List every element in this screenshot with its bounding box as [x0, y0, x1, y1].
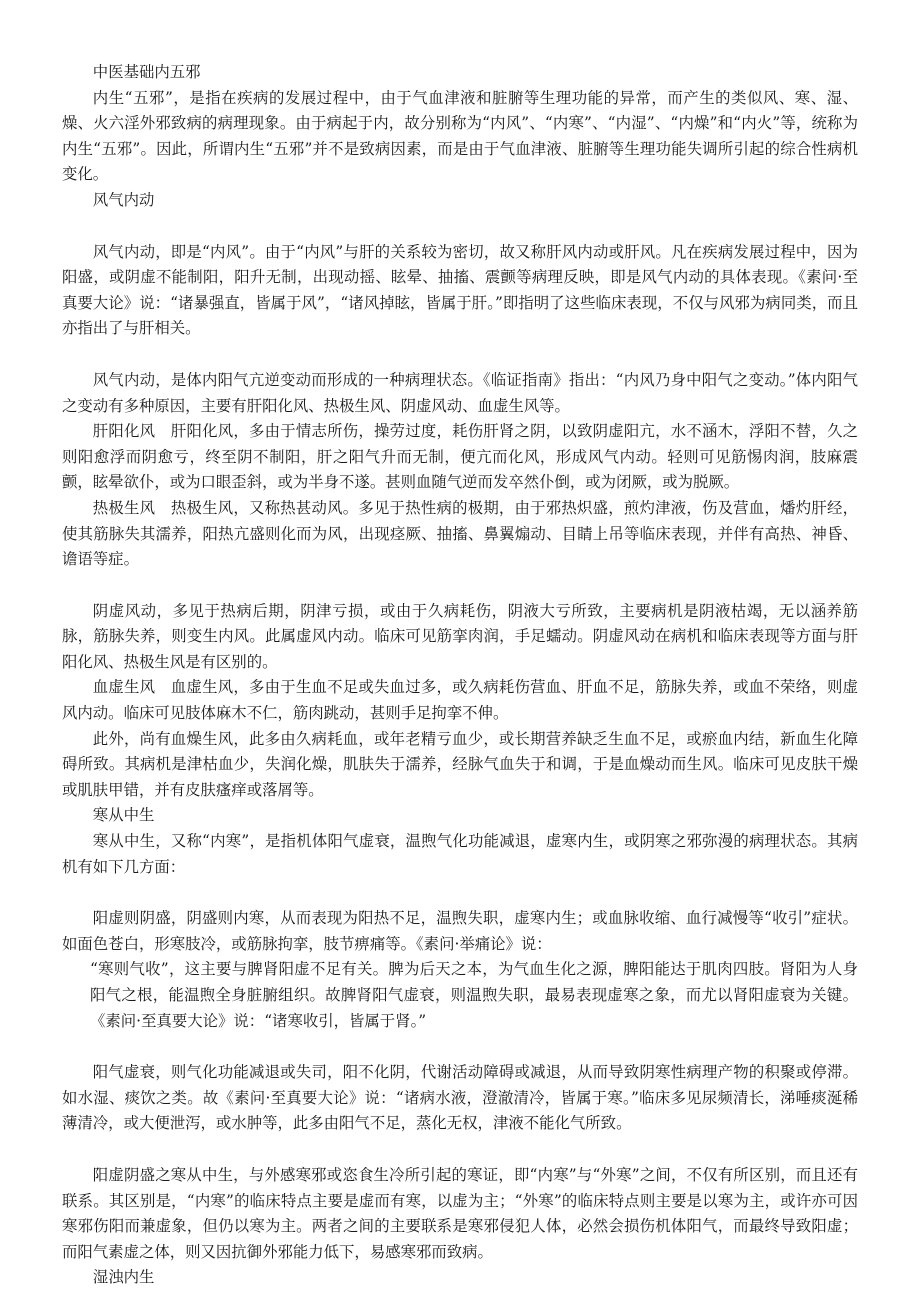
blank-line	[62, 214, 858, 240]
section-heading: 寒从中生	[92, 806, 155, 825]
paragraph: 风气内动，是体内阳气亢逆变动而形成的一种病理状态。《临证指南》指出：“内风乃身中阳气之变动。”体内阳气之变动有多种原因，主要有肝阳化风、热极生风、阴虚风动、血虚生风等。	[62, 370, 858, 415]
paragraph: 阴虚风动，多见于热病后期，阴津亏损，或由于久病耗伤，阴液大亏所致，主要病机是阴液枯竭，无以涵养筋脉，筋脉失养，则变生内风。此属虚风内动。临床可见筋挛肉润，手足蠕动。阴虚风动在病机和临床表现等方面与肝阳化风、热极生风是有区别的。	[62, 601, 858, 671]
paragraph: 阳虚则阴盛，阴盛则内寒，从而表现为阳热不足，温煦失职，虚寒内生；或血脉收缩、血行减慢等“收引”症状。如面色苍白，形寒肢冷，或筋脉拘挛，肢节痹痛等。《素问·举痛论》说：	[62, 909, 858, 953]
paragraph: “寒则气收”，这主要与脾肾阳虚不足有关。脾为后天之本，为气血生化之源，脾阳能达于肌肉四肢。肾阳为人身阳气之根，能温煦全身脏腑组织。故脾肾阳气虚衰，则温煦失职，最易表现虚寒之象，而尤以肾阳虚衰为关键。《素问·至真要大论》说：“诸寒收引，皆属于肾。”	[90, 960, 858, 1030]
paragraph: 寒从中生，又称“内寒”，是指机体阳气虚衰，温煦气化功能减退，虚寒内生，或阴寒之邪弥漫的病理状态。其病机有如下几方面：	[62, 832, 858, 876]
paragraph: 热极生风 热极生风，又称热甚动风。多见于热性病的极期，由于邪热炽盛，煎灼津液，伤及营血，燔灼肝经，使其筋脉失其濡养，阳热亢盛则化而为风，出现痉厥、抽搐、鼻翼煽动、目睛上吊等临床表现，并伴有高热、神昏、谵语等症。	[62, 498, 858, 569]
paragraph: 阳虚阴盛之寒从中生，与外感寒邪或恣食生冷所引起的寒证，即“内寒”与“外寒”之间，不仅有所区别，而且还有联系。其区别是，“内寒”的临床特点主要是虚而有寒，以虚为主；“外寒”的临床特点则主要是以寒为主，或许亦可因寒邪伤阳而兼虚象，但仍以寒为主。两者之间的主要联系是寒邪侵犯人体，必然会损伤机体阳气，而最终导致阳虚；而阳气素虚之体，则又因抗御外邪能力低下，易感寒邪而致病。	[62, 1165, 858, 1261]
blank-line	[62, 342, 858, 368]
paragraph: 风气内动，即是“内风”。由于“内风”与肝的关系较为密切，故又称肝风内动或肝风。凡在疾病发展过程中，因为阳盛，或阴虚不能制阳，阳升无制，出现动摇、眩晕、抽搐、震颤等病理反映，即是风气内动的具体表现。《素问·至真要大论》说：“诸暴强直，皆属于风”，“诸风掉眩，皆属于肝。”即指明了这些临床表现，不仅与风邪为病同类，而且亦指出了与肝相关。	[62, 242, 858, 338]
section-heading: 湿浊内生	[92, 1268, 155, 1287]
paragraph: 血虚生风 血虚生风，多由于生血不足或失血过多，或久病耗伤营血、肝血不足，筋脉失养，或血不荣络，则虚风内动。临床可见肢体麻木不仁，筋肉跳动，甚则手足拘挛不伸。	[62, 678, 858, 723]
document-title: 中医基础内五邪	[92, 63, 201, 81]
document-page	[62, 60, 858, 1291]
paragraph: 肝阳化风 肝阳化风，多由于情志所伤，操劳过度，耗伤肝肾之阴，以致阴虚阳亢，水不涵木，浮阳不替，久之则阳愈浮而阴愈亏，终至阴不制阳，肝之阳气升而无制，便亢而化风，形成风气内动。轻则可见筋惕肉润，肢麻震颤，眩晕欲仆，或为口眼歪斜，或为半身不遂。甚则血随气逆而发卒然仆倒，或为闭厥，或为脱厥。	[62, 422, 858, 492]
blank-line	[62, 573, 858, 599]
blank-line	[62, 1034, 858, 1060]
paragraph: 此外，尚有血燥生风，此多由久病耗血，或年老精亏血少，或长期营养缺乏生血不足，或瘀血内结，新血生化障碍所致。其病机是津枯血少，失润化燥，肌肤失于濡养，经脉气血失于和调，于是血燥动而生风。临床可见皮肤干燥或肌肤甲错，并有皮肤瘙痒或落屑等。	[62, 729, 858, 799]
paragraph: 内生“五邪”，是指在疾病的发展过程中，由于气血津液和脏腑等生理功能的异常，而产生的类似风、寒、湿、燥、火六淫外邪致病的病理现象。由于病起于内，故分别称为“内风”、“内寒”、“内湿”、“内燥”和“内火”等，统称为内生“五邪”。因此，所谓内生“五邪”并不是致病因素，而是由于气血津液、脏腑等生理功能失调所引起的综合性病机变化。	[62, 88, 858, 184]
blank-line	[62, 880, 858, 906]
paragraph: 阳气虚衰，则气化功能减退或失司，阳不化阴，代谢活动障碍或减退，从而导致阴寒性病理产物的积聚或停滞。如水湿、痰饮之类。故《素问·至真要大论》说：“诸病水液，澄澈清冷，皆属于寒。”临床多见尿频清长，涕唾痰涎稀薄清冷，或大便泄泻，或水肿等，此多由阳气不足，蒸化无权，津液不能化气所致。	[62, 1063, 858, 1133]
section-heading: 风气内动	[92, 190, 155, 209]
blank-line	[62, 1137, 858, 1163]
